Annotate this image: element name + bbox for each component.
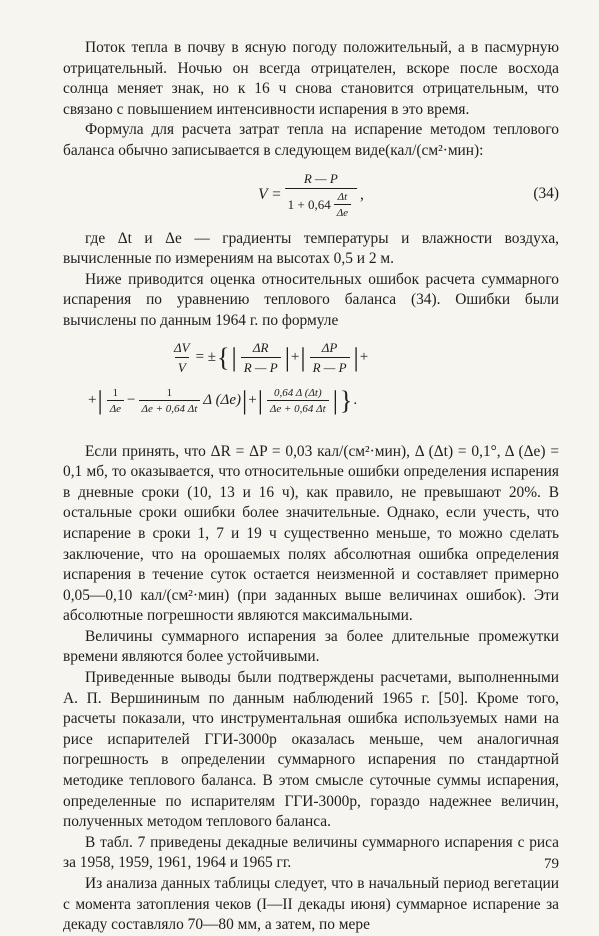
term-1-den: R — P — [241, 357, 281, 376]
formula-error-term-1 — [241, 340, 281, 376]
paragraph-gradients: где Δt и Δe — градиенты температуры и влажности воздуха, вычисленные по измерениям на высотах 0,5 и 2 м. — [63, 229, 559, 268]
formula-error-line-1 — [168, 340, 368, 376]
term-4-num: 0,64 Δ (Δt) — [273, 386, 322, 399]
abs-bar: | — [257, 385, 263, 415]
plus-sign: + — [290, 349, 300, 366]
term-3-factor: Δ (Δe) — [203, 392, 242, 409]
term-2-den: R — P — [310, 357, 350, 376]
formula-34-fraction — [285, 171, 357, 219]
abs-bar: | — [97, 385, 103, 415]
plus-sign: + — [88, 392, 97, 409]
formula-34-inner-num: Δt — [337, 190, 348, 203]
term-3a — [107, 387, 124, 415]
formula-34-number: (34) — [533, 184, 559, 202]
plus-sign: + — [248, 392, 257, 409]
abs-bar: | — [231, 342, 237, 372]
abs-bar: | — [353, 342, 359, 372]
formula-34-inner-fraction — [334, 191, 351, 219]
abs-bar: | — [300, 342, 306, 372]
formula-34-denominator — [285, 188, 357, 219]
paragraph-longer-periods: Величины суммарного испарения за более длительные промежутки времени являются более устойчивыми. — [63, 627, 559, 666]
term-3b — [139, 387, 201, 415]
formula-error-lhs — [171, 340, 193, 376]
formula-error-lhs-num: ΔV — [174, 339, 190, 355]
formula-error-term-2 — [310, 340, 350, 376]
abs-bar: | — [284, 342, 290, 372]
formula-error-lhs-den: V — [175, 357, 189, 376]
paragraph-table-ref: В табл. 7 приведены декадные величины суммарного испарения с риса за 1958, 1959, 1961, 1964 и 1965 гг. — [63, 833, 559, 872]
term-3a-num: 1 — [112, 386, 119, 399]
brace-open: { — [217, 342, 230, 372]
term-3b-num: 1 — [166, 386, 173, 399]
paragraph-confirmation: Приведенные выводы были подтверждены расчетами, выполненными А. П. Вершининым по данным наблюдений 1965 г. [50]. Кроме того, расчеты показали, что инструментальная ошибка используемых нами на рисе испарителей ГГИ-3000р оказалась меньше, чем аналогичная погрешность в определении суммарного испарения по стандартной методике теплового баланса. В этом смысле суточные суммы испарения, определенные по испарителям ГГИ-3000р, гораздо надежнее величин, полученных методом теплового баланса. — [63, 669, 559, 831]
paragraph-analysis: Из анализа данных таблицы следует, что в начальный период вегетации с момента затопления чеков (I—II декады июня) суммарное испарение за декаду составляло 70—80 мм, а затем, по мере — [63, 875, 559, 934]
formula-error-line-2 — [88, 386, 357, 416]
paragraph-heat-flux: Поток тепла в почву в ясную погоду положительный, а в пасмурную отрицательный. Ночью он всегда отрицателен, вскоре после восхода солнца меняет знак, но к 16 ч снова становится отрицательным, что связано с повышением интенсивности испарения в это время. — [63, 39, 559, 118]
brace-close: } — [339, 385, 353, 415]
minus-sign: − — [127, 392, 136, 409]
abs-bar: | — [332, 385, 338, 415]
formula-error-end: . — [353, 392, 358, 409]
plus-sign: + — [359, 349, 369, 366]
paragraph-error-estimate: Ниже приводится оценка относительных ошибок расчета суммарного испарения по уравнению теплового баланса (34). Ошибки были вычислены по данным 1964 г. по формуле — [63, 270, 559, 329]
formula-34-denominator-prefix: 1 + 0,64 — [287, 196, 331, 212]
term-4-den: Δe + 0,64 Δt — [267, 400, 329, 415]
term-1-num: ΔR — [252, 339, 269, 355]
term-4 — [267, 387, 329, 415]
abs-bar: | — [242, 385, 248, 415]
paragraph-error-values: Если принять, что ΔR = ΔP = 0,03 кал/(см²·мин), Δ (Δt) = 0,1°, Δ (Δe) = 0,1 мб, то оказывается, что относительные ошибки определения испарения в дневные сроки (10, 13 и 16 ч), как правило, не превышают 20%. В остальные сроки ошибки более значительные. Однако, если учесть, что испарение в сроки 1, 7 и 19 ч существенно меньше, то можно сделать заключение, что на орошаемых полях абсолютная ошибка определения испарения в течение суток остается неизменной и составляет примерно 0,05—0,10 кал/(см²·мин) (при заданных выше величинах ошибок). Эти абсолютные погрешности являются максимальными. — [63, 442, 559, 625]
formula-relative-error — [63, 336, 559, 436]
formula-error-eq: = ± — [195, 349, 217, 366]
term-3b-den: Δe + 0,64 Δt — [139, 400, 201, 415]
term-2-num: ΔP — [321, 339, 338, 355]
formula-34 — [63, 165, 559, 225]
term-3a-den: Δe — [107, 400, 124, 415]
paragraph-formula-intro: Формула для расчета затрат тепла на испарение методом теплового баланса обычно записывается в следующем виде(кал/(см²·мин): — [63, 121, 559, 159]
formula-34-lhs: V = — [258, 185, 282, 203]
formula-34-body — [258, 165, 364, 225]
formula-34-numerator: R — P — [303, 170, 338, 186]
formula-34-inner-den: Δe — [334, 204, 351, 219]
formula-34-comma: , — [360, 185, 364, 203]
page-number: 79 — [544, 856, 559, 872]
